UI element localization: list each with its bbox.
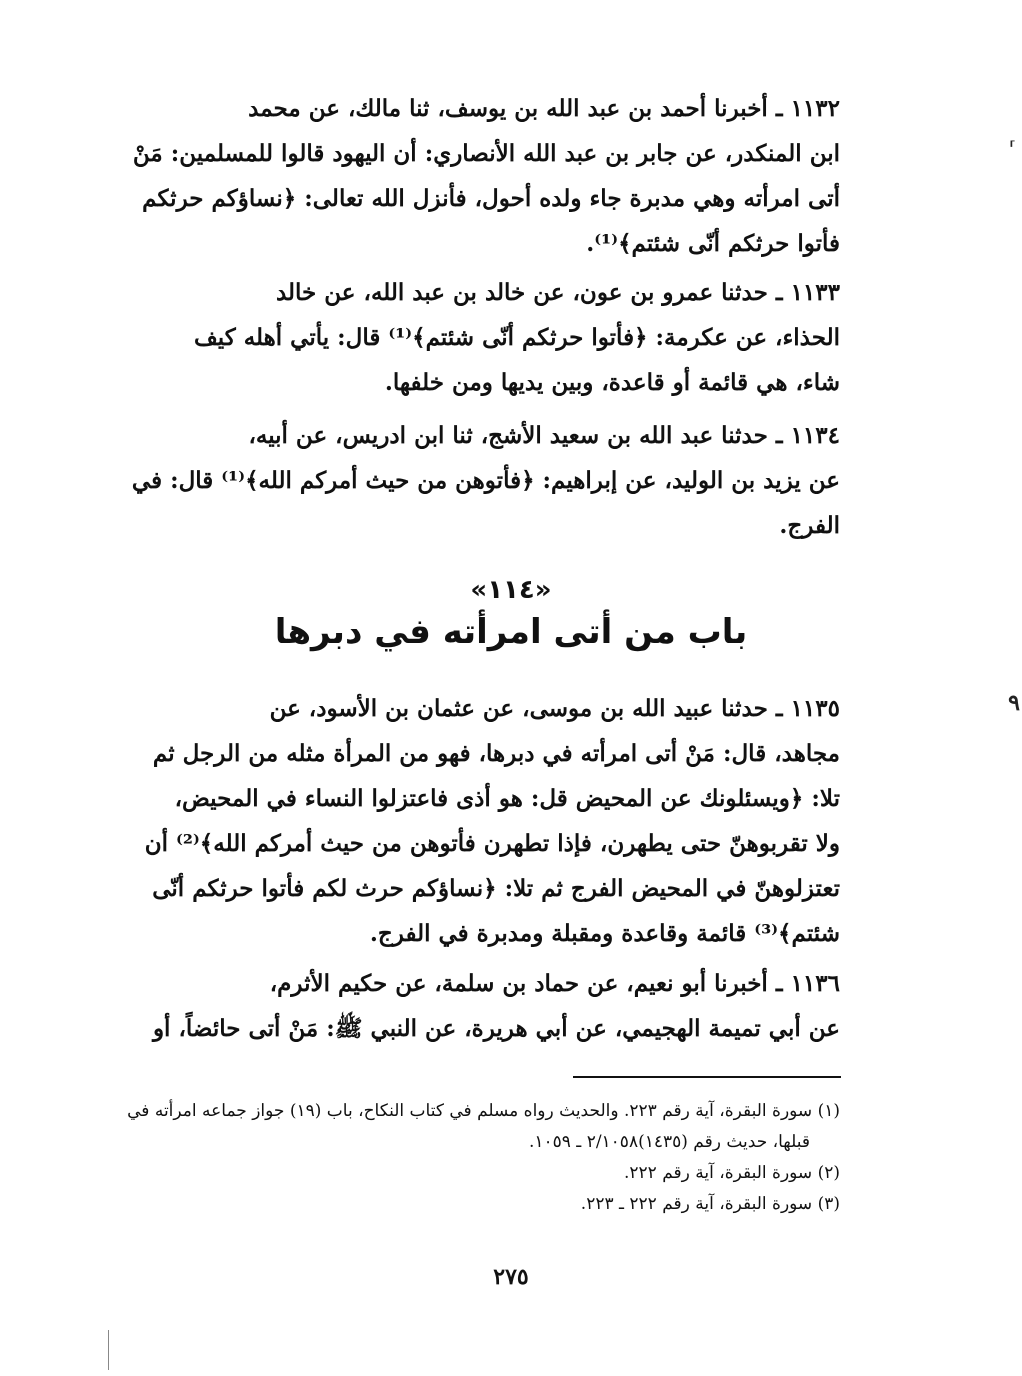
chapter-title: باب من أتى امرأته في دبرها [274,612,748,652]
hadith-line: ١١٣٥ ـ حدثنا عبيد الله بن موسى، عن عثمان بن الأسود، عن [269,695,840,722]
hadith-line: ١١٣٢ ـ أخبرنا أحمد بن عبد الله بن يوسف، ثنا مالك، عن محمد [248,95,840,122]
hadith-line: عن أبي تميمة الهجيمي، عن أبي هريرة، عن النبي ﷺ: مَنْ أتى حائضاً، أو [152,1015,840,1042]
hadith-line: شئتم﴾⁽³⁾ قائمة وقاعدة ومقبلة ومدبرة في الفرج. [369,920,840,947]
hadith-line: تعتزلوهنّ في المحيض الفرج ثم تلا: ﴿نساؤكم حرث لكم فأتوا حرثكم أنّى [152,875,840,902]
hadith-line: ١١٣٦ ـ أخبرنا أبو نعيم، عن حماد بن سلمة، عن حكيم الأثرم، [269,970,840,997]
hadith-1135 [144,686,840,956]
hadith-1136 [150,961,840,1051]
hadith-line: فأتوا حرثكم أنّى شئتم﴾⁽¹⁾. [586,230,840,257]
hadith-line: ١١٣٤ ـ حدثنا عبد الله بن سعيد الأشج، ثنا ابن ادريس، عن أبيه، [248,422,840,449]
hadith-line: مجاهد، قال: مَنْ أتى امرأته في دبرها، فهو من المرأة مثله من الرجل ثم [152,740,840,767]
footnotes [127,1096,840,1220]
hadith-line: ولا تقربوهنّ حتى يطهرن، فإذا تطهرن فأتوهن من حيث أمركم الله﴾⁽²⁾ أن [144,830,840,857]
hadith-line: أتى امرأته وهي مدبرة جاء ولده أحول، فأنزل الله تعالى: ﴿نساؤكم حرثكم [142,185,840,212]
footnote: (٣) سورة البقرة، آية رقم ٢٢٢ ـ ٢٢٣. [580,1194,840,1214]
hadith-line: ابن المنكدر، عن جابر بن عبد الله الأنصاري: أن اليهود قالوا للمسلمين: مَنْ [132,140,840,167]
margin-mark: ⸢ [1008,138,1016,159]
hadith-line: تلا: ﴿ويسئلونك عن المحيض قل: هو أذى فاعتزلوا النساء في المحيض، [174,785,840,812]
hadith-1134 [131,413,840,548]
margin-mark: ٩ [1008,690,1020,716]
footnote: قبلها، حديث رقم (١٤٣٥)٢/١٠٥٨ ـ ١٠٥٩. [528,1132,810,1152]
page-number: ٢٧٥ [493,1264,529,1290]
hadith-line: ١١٣٣ ـ حدثنا عمرو بن عون، عن خالد بن عبد الله، عن خالد [275,279,840,306]
hadith-line: عن يزيد بن الوليد، عن إبراهيم: ﴿فأتوهن من حيث أمركم الله﴾⁽¹⁾ قال: في [131,467,840,494]
hadith-1133 [150,270,840,405]
scan-artifact [108,1330,109,1370]
footnote: (٢) سورة البقرة، آية رقم ٢٢٢. [623,1163,840,1183]
hadith-line: الحذاء، عن عكرمة: ﴿فأتوا حرثكم أنّى شئتم﴾⁽¹⁾ قال: يأتي أهله كيف [193,324,840,351]
hadith-1132 [132,86,840,266]
footnote-divider [573,1076,841,1078]
footnote: (١) سورة البقرة، آية رقم ٢٢٣. والحديث رواه مسلم في كتاب النكاح، باب (١٩) جواز جماعه امرأته في [127,1101,840,1121]
hadith-line: الفرج. [779,512,840,539]
hadith-line: شاء، هي قائمة أو قاعدة، وبين يديها ومن خلفها. [384,369,840,396]
chapter-number: «١١٤» [470,575,552,605]
